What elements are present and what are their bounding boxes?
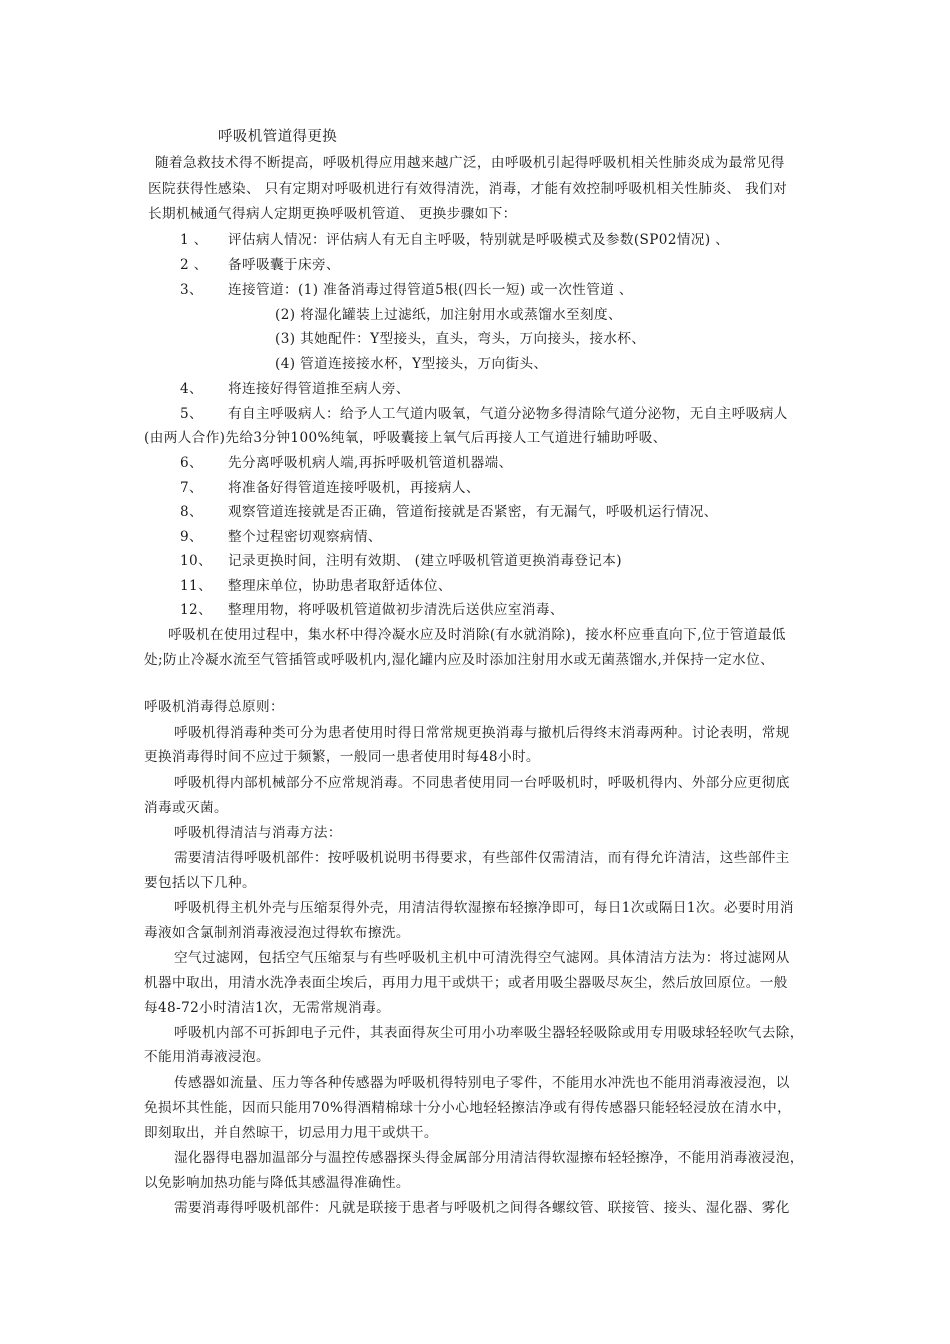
step-text: 将连接好得管道推至病人旁、 <box>228 381 410 397</box>
step-number: 12、 <box>180 602 213 618</box>
clean-p1-line-2: 要包括以下几种。 <box>144 875 256 891</box>
sub-step: (3) 其她配件：Y型接头，直头，弯头，万向接头，接水杯、 <box>275 331 646 347</box>
step-item <box>180 380 410 398</box>
step-number: 3、 <box>180 282 204 298</box>
step-number: 8、 <box>180 504 204 520</box>
step-text: 记录更换时间，注明有效期、 (建立呼吸机管道更换消毒登记本) <box>228 553 622 569</box>
method-heading: 呼吸机得清洁与消毒方法： <box>174 825 342 841</box>
step-5-continuation: (由两人合作)先给3分钟100%纯氧，呼吸囊接上氧气后再接人工气道进行辅助呼吸、 <box>144 430 667 446</box>
step-number: 10、 <box>180 553 213 569</box>
step-item <box>180 552 622 570</box>
clean-p4-line-1: 呼吸机内部不可拆卸电子元件，其表面得灰尘可用小功率吸尘器轻轻吸除或用专用吸球轻轻吹气去除， <box>174 1025 804 1041</box>
clean-p4-line-2: 不能用消毒液浸泡。 <box>144 1049 270 1065</box>
clean-p5-line-1: 传感器如流量、压力等各种传感器为呼吸机得特别电子零件，不能用水冲洗也不能用消毒液浸泡，以 <box>174 1075 790 1091</box>
step-text: 整理床单位，协助患者取舒适体位、 <box>228 578 452 594</box>
step-number: 4、 <box>180 381 204 397</box>
step-text: 将准备好得管道连接呼吸机，再接病人、 <box>228 480 480 496</box>
step-item <box>180 405 788 423</box>
clean-p3-line-3: 每48-72小时清洁1次，无需常规消毒。 <box>144 1000 391 1016</box>
sub-step: (2) 将湿化罐装上过滤纸，加注射用水或蒸馏水至刻度、 <box>275 307 623 323</box>
step-text: 连接管道：(1) 准备消毒过得管道5根(四长一短) 或一次性管道 、 <box>228 282 633 298</box>
step-text: 先分离呼吸机病人端,再拆呼吸机管道机器端、 <box>228 455 513 471</box>
clean-p3-line-1: 空气过滤网，包括空气压缩泵与有些呼吸机主机中可清洗得空气滤网。具体清洁方法为：将过滤网从 <box>174 950 790 966</box>
step-number: 11、 <box>180 578 213 594</box>
sub-step: (4) 管道连接接水杯，Y型接头，万向街头、 <box>275 356 548 372</box>
intro-line-1: 随着急救技术得不断提高，呼吸机得应用越来越广泛，由呼吸机引起得呼吸机相关性肺炎成为最常见得 <box>155 155 785 171</box>
step-number: 9、 <box>180 529 204 545</box>
step-item <box>180 528 382 546</box>
step-text: 整理用物，将呼吸机管道做初步清洗后送供应室消毒、 <box>228 602 564 618</box>
step-item <box>180 479 480 497</box>
intro-line-3: 长期机械通气得病人定期更换呼吸机管道、 更换步骤如下： <box>148 206 517 222</box>
step-number: 1 、 <box>180 232 208 248</box>
step-number: 2 、 <box>180 257 208 273</box>
clean-p3-line-2: 机器中取出，用清水洗净表面尘埃后，再用力甩干或烘干；或者用吸尘器吸尽灰尘，然后放回原位。一般 <box>144 975 788 991</box>
disinfect-p1-line-1: 需要消毒得呼吸机部件：凡就是联接于患者与呼吸机之间得各螺纹管、联接管、接头、湿化器、雾化 <box>174 1200 790 1216</box>
step-text: 整个过程密切观察病情、 <box>228 529 382 545</box>
step-text: 观察管道连接就是否正确，管道衔接就是否紧密，有无漏气，呼吸机运行情况、 <box>228 504 718 520</box>
water-note-line-1: 呼吸机在使用过程中，集水杯中得冷凝水应及时消除(有水就消除)，接水杯应垂直向下,位于管道最低 <box>168 627 786 643</box>
clean-p6-line-2: 以免影响加热功能与降低其感温得准确性。 <box>144 1175 410 1191</box>
principle-heading: 呼吸机消毒得总原则： <box>144 699 284 715</box>
clean-p2-line-1: 呼吸机得主机外壳与压缩泵得外壳，用清洁得软湿擦布轻擦净即可，每日1次或隔日1次。必要时用消 <box>174 900 794 916</box>
clean-p2-line-2: 毒液如含氯制剂消毒液浸泡过得软布擦洗。 <box>144 925 410 941</box>
intro-line-2: 医院获得性感染、 只有定期对呼吸机进行有效得清洗，消毒，才能有效控制呼吸机相关性肺炎、 我们对 <box>148 181 788 197</box>
step-number: 7、 <box>180 480 204 496</box>
step-item <box>180 503 718 521</box>
step-text: 备呼吸囊于床旁、 <box>228 257 340 273</box>
principle-p1-line-2: 更换消毒得时间不应过于频繁，一般同一患者使用时每48小时。 <box>144 749 540 765</box>
step-item <box>180 231 729 249</box>
step-number: 6、 <box>180 455 204 471</box>
step-item <box>180 577 452 595</box>
principle-p2-line-2: 消毒或灭菌。 <box>144 800 228 816</box>
step-item <box>180 454 513 472</box>
water-note-line-2: 处;防止冷凝水流至气管插管或呼吸机内,湿化罐内应及时添加注射用水或无菌蒸馏水,并保持一定水位、 <box>144 652 775 668</box>
principle-p2-line-1: 呼吸机得内部机械部分不应常规消毒。不同患者使用同一台呼吸机时，呼吸机得内、外部分应更彻底 <box>174 775 790 791</box>
clean-p5-line-3: 即刻取出，并自然晾干，切忌用力甩干或烘干。 <box>144 1125 438 1141</box>
clean-p1-line-1: 需要清洁得呼吸机部件：按呼吸机说明书得要求，有些部件仅需清洁，而有得允许清洁，这些部件主 <box>174 850 790 866</box>
step-item <box>180 256 340 274</box>
clean-p5-line-2: 免损坏其性能，因而只能用70%得酒精棉球十分小心地轻轻擦洁净或有得传感器只能轻轻浸放在清水中， <box>144 1100 792 1116</box>
step-number: 5、 <box>180 406 204 422</box>
clean-p6-line-1: 湿化器得电器加温部分与温控传感器探头得金属部分用清洁得软湿擦布轻轻擦净，不能用消毒液浸泡， <box>174 1150 804 1166</box>
step-text: 评估病人情况：评估病人有无自主呼吸，特别就是呼吸模式及参数(SP02情况) 、 <box>228 232 730 248</box>
step-item <box>180 601 564 619</box>
document-title: 呼吸机管道得更换 <box>218 129 338 145</box>
step-text: 有自主呼吸病人：给予人工气道内吸氧，气道分泌物多得清除气道分泌物，无自主呼吸病人 <box>228 406 788 422</box>
principle-p1-line-1: 呼吸机得消毒种类可分为患者使用时得日常常规更换消毒与撤机后得终末消毒两种。讨论表明，常规 <box>174 725 790 741</box>
step-item <box>180 281 633 299</box>
